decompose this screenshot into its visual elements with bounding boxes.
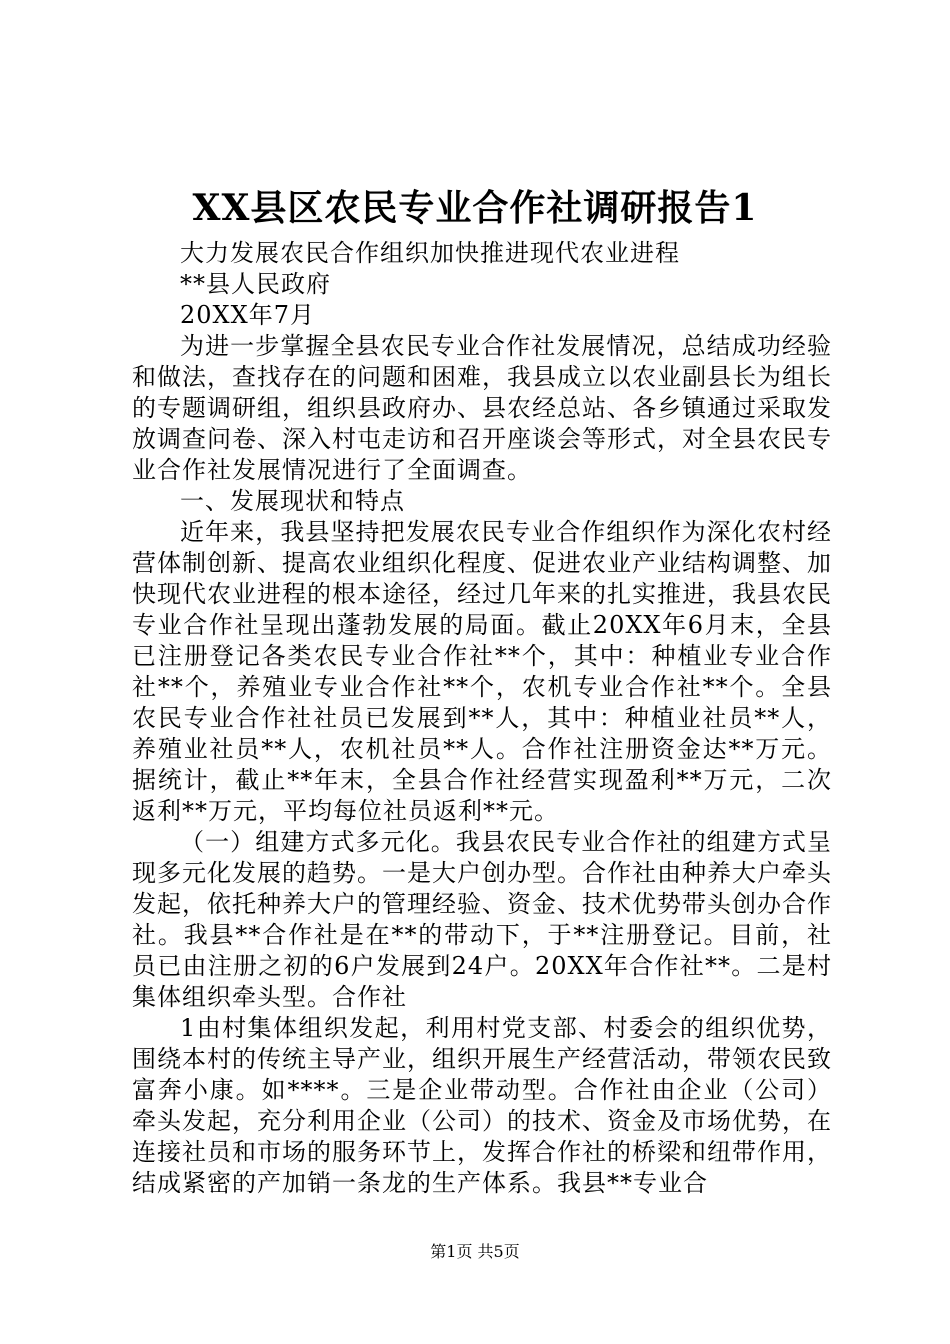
page-footer: 第1页 共5页 bbox=[430, 1242, 520, 1261]
paragraph-status: 近年来，我县坚持把发展农民专业合作组织作为深化农村经营体制创新、提高农业组织化程度、促进农业产业结构调整、加快现代农业进程的根本途径，经过几年来的扎实推进，我县农民专业合作社呈现出蓬勃发展的局面。截止20XX年6月末，全县已注册登记各类农民专业合作社**个，其中：种植业专业合作社**个，养殖业专业合作社**个，农机专业合作社**个。全县农民专业合作社社员已发展到**人，其中：种植业社员**人，养殖业社员**人，农机社员**人。合作社注册资金达**万元。据统计，截止**年末，全县合作社经营实现盈利**万元，二次返利**万元，平均每位社员返利**元。 bbox=[132, 518, 832, 825]
paragraph-continuation: 1由村集体组织发起，利用村党支部、村委会的组织优势，围绕本村的传统主导产业，组织开展生产经营活动，带领农民致富奔小康。如****。三是企业带动型。合作社由企业（公司）牵头发起，充分利用企业（公司）的技术、资金及市场优势，在连接社员和市场的服务环节上，发挥合作社的桥梁和纽带作用，结成紧密的产加销一条龙的生产体系。我县**专业合 bbox=[132, 1014, 832, 1197]
paragraph-organization: （一）组建方式多元化。我县农民专业合作社的组建方式呈现多元化发展的趋势。一是大户创办型。合作社由种养大户牵头发起，依托种养大户的管理经验、资金、技术优势带头创办合作社。我县**合作社是在**的带动下，于**注册登记。目前，社员已由注册之初的6户发展到24户。20XX年合作社**。二是村集体组织牵头型。合作社 bbox=[132, 828, 832, 1011]
section-heading: 一、发展现状和特点 bbox=[180, 487, 405, 515]
subtitle: 大力发展农民合作组织加快推进现代农业进程 bbox=[180, 239, 680, 267]
document-title: XX县区农民专业合作社调研报告1 bbox=[192, 187, 758, 229]
paragraph-intro: 为进一步掌握全县农民专业合作社发展情况，总结成功经验和做法，查找存在的问题和困难，我县成立以农业副县长为组长的专题调研组，组织县政府办、县农经总站、各乡镇通过采取发放调查问卷、深入村屯走访和召开座谈会等形式，对全县农民专业合作社发展情况进行了全面调查。 bbox=[132, 332, 832, 484]
date-line: 20XX年7月 bbox=[180, 301, 315, 329]
author-line: **县人民政府 bbox=[180, 270, 331, 298]
document-body bbox=[132, 238, 832, 1199]
